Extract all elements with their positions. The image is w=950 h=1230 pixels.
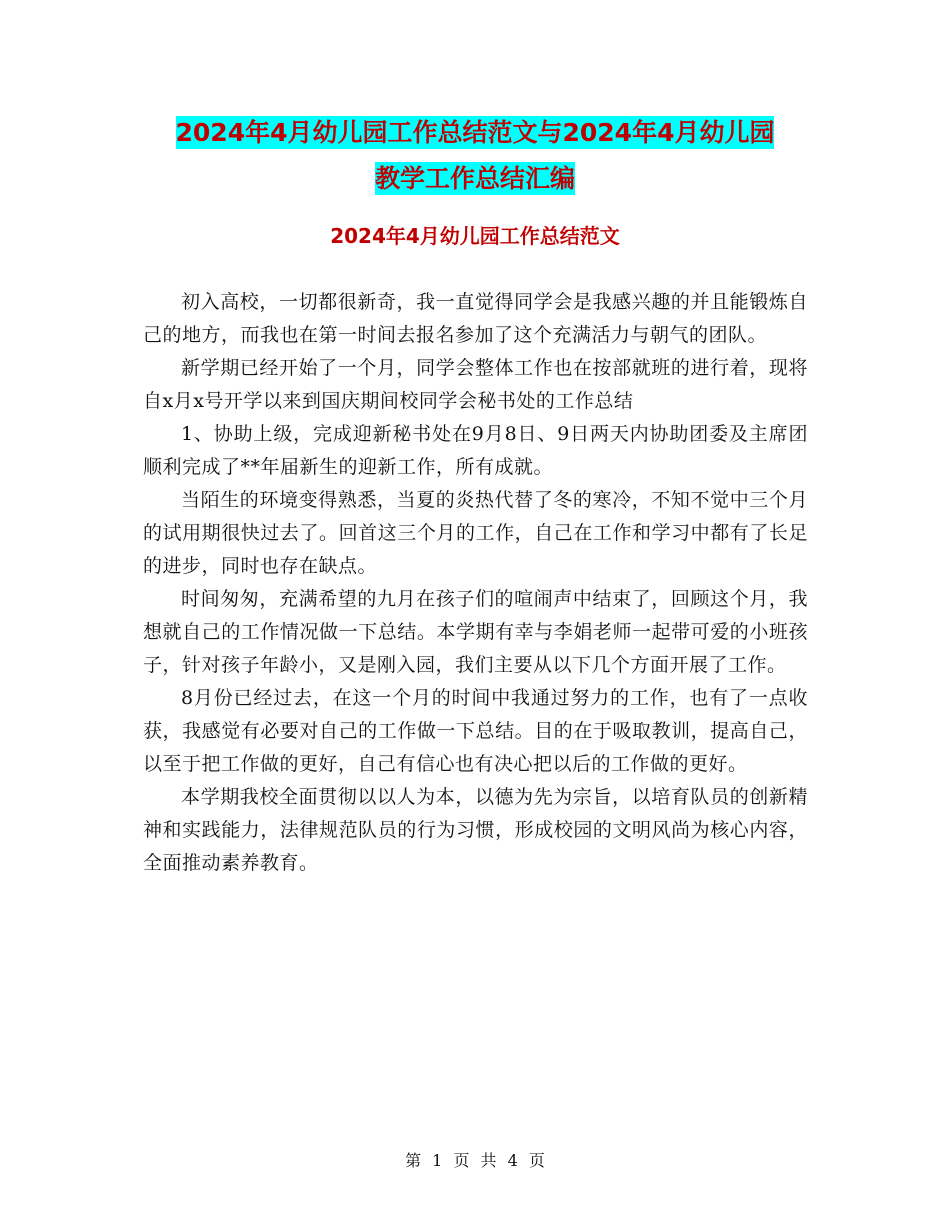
paragraph: 新学期已经开始了一个月，同学会整体工作也在按部就班的进行着，现将自x月x号开学以来到国庆期间校同学会秘书处的工作总结 (143, 357, 808, 412)
paragraph: 8月份已经过去，在这一个月的时间中我通过努力的工作，也有了一点收获，我感觉有必要对自己的工作做一下总结。目的在于吸取教训，提高自己，以至于把工作做的更好，自己有信心也有决心把以后的工作做的更好。 (143, 687, 808, 775)
paragraph: 初入高校，一切都很新奇，我一直觉得同学会是我感兴趣的并且能锻炼自己的地方，而我也在第一时间去报名参加了这个充满活力与朝气的团队。 (143, 291, 808, 346)
document-title-line-2: 教学工作总结汇编 (374, 164, 575, 193)
paragraph: 当陌生的环境变得熟悉，当夏的炎热代替了冬的寒冷，不知不觉中三个月的试用期很快过去了。回首这三个月的工作，自己在工作和学习中都有了长足的进步，同时也存在缺点。 (143, 489, 808, 577)
section-title: 2024年4月幼儿园工作总结范文 (330, 224, 620, 248)
document-body (143, 286, 808, 880)
paragraph: 本学期我校全面贯彻以以人为本，以德为先为宗旨，以培育队员的创新精神和实践能力，法律规范队员的行为习惯，形成校园的文明风尚为核心内容，全面推动素养教育。 (143, 786, 808, 874)
page-number-footer: 第 1 页 共 4 页 (405, 1151, 545, 1170)
document-title-line-1: 2024年4月幼儿园工作总结范文与2024年4月幼儿园 (175, 118, 775, 147)
paragraph: 时间匆匆，充满希望的九月在孩子们的喧闹声中结束了，回顾这个月，我想就自己的工作情况做一下总结。本学期有幸与李娟老师一起带可爱的小班孩子，针对孩子年龄小，又是刚入园，我们主要从以下几个方面开展了工作。 (143, 588, 808, 676)
paragraph: 1、协助上级，完成迎新秘书处在9月8日、9日两天内协助团委及主席团顺利完成了**年届新生的迎新工作，所有成就。 (143, 423, 808, 478)
document-title (140, 110, 810, 202)
